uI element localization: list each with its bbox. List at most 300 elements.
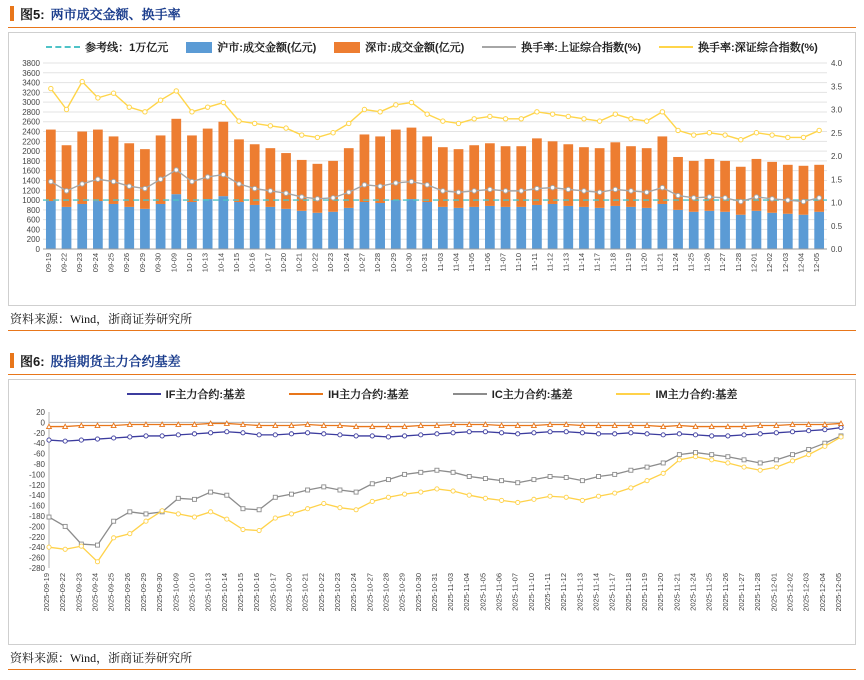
figure-5-title (0, 0, 864, 27)
line-marker (289, 492, 293, 496)
line-marker (418, 423, 423, 427)
line-marker (742, 433, 746, 437)
x-axis-tick-label: 2025-09-29 (138, 573, 148, 612)
bar-segment-sz (720, 161, 730, 212)
bar-segment-sz (705, 159, 715, 211)
x-axis-tick-label: 10-17 (263, 253, 273, 273)
line-marker (49, 86, 53, 90)
line-marker (257, 423, 262, 427)
figure-6-legend (9, 380, 855, 404)
line-marker (144, 519, 148, 523)
line-marker (535, 110, 539, 114)
x-axis-tick-label: 2025-12-03 (801, 573, 811, 612)
bar-segment-sh (265, 207, 275, 249)
line-marker (693, 424, 698, 428)
line-marker (64, 189, 68, 193)
x-axis-tick-label: 2025-09-23 (74, 573, 84, 612)
line-marker (370, 434, 374, 438)
bar-segment-sh (422, 202, 432, 249)
line-marker (435, 468, 439, 472)
line-marker (596, 432, 600, 436)
bar-segment-sz (328, 161, 338, 212)
line-marker (564, 476, 568, 480)
line-marker (660, 185, 664, 189)
line-marker (257, 508, 261, 512)
line-marker (535, 186, 539, 190)
line-marker (174, 89, 178, 93)
line-marker (354, 508, 358, 512)
x-axis-tick-label: 09-23 (75, 253, 85, 273)
x-axis-tick-label: 2025-10-10 (187, 573, 197, 612)
x-axis-tick-label: 09-30 (153, 253, 163, 273)
line-marker (677, 458, 681, 462)
line-marker (710, 453, 714, 457)
y-axis-tick-label: 1400 (22, 176, 40, 186)
line-marker (386, 435, 390, 439)
bar-segment-sh (218, 196, 228, 249)
x-axis-tick-label: 09-22 (59, 253, 69, 273)
line-marker (515, 423, 520, 427)
line-marker (347, 190, 351, 194)
line-marker (284, 126, 288, 130)
line-marker (629, 189, 633, 193)
line-marker (791, 453, 795, 457)
line-marker (208, 421, 213, 425)
bar-segment-sh (250, 205, 260, 249)
bar-segment-sz (124, 143, 134, 207)
line-marker (322, 485, 326, 489)
x-axis-tick-label: 2025-10-16 (252, 573, 262, 612)
line-marker (613, 491, 617, 495)
line-marker (96, 96, 100, 100)
line-marker (693, 433, 697, 437)
line-marker (419, 470, 423, 474)
x-axis-tick-label: 2025-11-20 (656, 573, 666, 611)
y2-axis-tick-label: 2.0 (831, 152, 843, 161)
x-axis-tick-label: 2025-11-07 (510, 573, 520, 611)
x-axis-tick-label: 11-06 (482, 253, 492, 272)
line-marker (770, 197, 774, 201)
y-axis-tick-label: 2600 (22, 117, 40, 127)
bar-segment-sz (783, 165, 793, 214)
line-marker (801, 135, 805, 139)
y-axis-tick-label: -200 (28, 522, 45, 532)
line-marker (95, 560, 99, 564)
bar-segment-sh (579, 207, 589, 249)
x-axis-tick-label: 11-26 (702, 253, 712, 272)
line-marker (774, 423, 779, 427)
line-marker (111, 91, 115, 95)
line-marker (817, 128, 821, 132)
line-marker (252, 121, 256, 125)
line-marker (306, 507, 310, 511)
x-axis-tick-label: 2025-11-17 (607, 573, 617, 611)
line-marker (451, 431, 455, 435)
bar-segment-sh (46, 201, 56, 249)
x-axis-tick-label: 2025-11-18 (623, 573, 633, 611)
line-marker (403, 472, 407, 476)
line-marker (645, 432, 649, 436)
bar-segment-sz (501, 146, 511, 207)
line-marker (726, 434, 730, 438)
bar-segment-sz (344, 148, 354, 208)
y-axis-tick-label: 1600 (22, 166, 40, 176)
x-axis-tick-label: 11-25 (686, 253, 696, 272)
line-marker (754, 195, 758, 199)
line-marker (409, 179, 413, 183)
line-marker (774, 465, 778, 469)
line-marker (709, 424, 714, 428)
figure-6-canvas (9, 404, 855, 644)
x-axis-tick-label: 2025-11-10 (526, 573, 536, 611)
line-marker (661, 461, 665, 465)
bar-segment-sh (548, 204, 558, 249)
line-marker (441, 119, 445, 123)
y-axis-tick-label: 200 (26, 235, 40, 245)
line-marker (774, 431, 778, 435)
x-axis-tick-label: 11-10 (514, 253, 524, 272)
line-marker (456, 190, 460, 194)
x-axis-tick-label: 2025-12-04 (817, 573, 827, 612)
y-axis-tick-label: 20 (36, 408, 45, 417)
line-marker (613, 432, 617, 436)
x-axis-tick-label: 12-02 (765, 253, 775, 273)
y-axis-tick-label: 600 (26, 215, 40, 225)
legend-label: IF主力合约:基差 (165, 389, 246, 401)
figure-6-title (0, 347, 864, 374)
y-axis-tick-label: -60 (33, 449, 45, 459)
bar-segment-sh (391, 200, 401, 249)
x-axis-tick-label: 2025-09-30 (155, 573, 165, 612)
line-marker (499, 431, 503, 435)
line-marker (661, 471, 665, 475)
line-marker (839, 426, 843, 430)
bar-segment-sz (454, 149, 464, 208)
line-marker (807, 447, 811, 451)
x-axis-tick-label: 2025-11-11 (543, 573, 553, 611)
line-marker (241, 527, 245, 531)
line-marker (725, 424, 730, 428)
x-axis-tick-label: 11-20 (639, 253, 649, 272)
line-marker (580, 431, 584, 435)
line-series-IF主力合约:基差 (49, 428, 841, 442)
x-axis-tick-label: 2025-10-22 (316, 573, 326, 612)
y-axis-tick-label: 3000 (22, 98, 40, 108)
x-axis-tick-label: 2025-11-25 (704, 573, 714, 611)
line-marker (338, 433, 342, 437)
bar-segment-sz (642, 148, 652, 208)
legend-label: IM主力合约:基差 (655, 389, 738, 401)
line-marker (467, 474, 471, 478)
y-axis-tick-label: 3200 (22, 88, 40, 98)
x-axis-tick-label: 10-31 (420, 253, 430, 273)
line-marker (370, 499, 374, 503)
line-marker (338, 423, 343, 427)
line-marker (612, 423, 617, 427)
line-marker (597, 190, 601, 194)
line-marker (402, 492, 406, 496)
bar-segment-sh (140, 209, 150, 249)
y-axis-tick-label: -160 (28, 501, 45, 511)
x-axis-tick-label: 11-03 (435, 253, 445, 272)
line-marker (63, 524, 67, 528)
line-marker (532, 497, 536, 501)
line-marker (79, 438, 83, 442)
line-marker (693, 455, 697, 459)
figure-6-bottom-rule (8, 669, 856, 670)
y-axis-tick-label: 2400 (22, 127, 40, 137)
y-axis-tick-label: -140 (28, 491, 45, 501)
bar-segment-sh (328, 212, 338, 249)
line-marker (660, 110, 664, 114)
x-axis-tick-label: 2025-11-28 (753, 573, 763, 611)
bar-segment-sz (516, 146, 526, 207)
bar-segment-sz (799, 166, 809, 215)
bar-segment-sz (736, 167, 746, 215)
bar-segment-sh (234, 202, 244, 249)
line-marker (629, 431, 633, 435)
bar-segment-sz (532, 138, 542, 205)
title-accent-bar (10, 6, 14, 21)
line-marker (370, 482, 374, 486)
line-marker (425, 183, 429, 187)
line-marker (47, 424, 52, 428)
figure-6-plot (8, 379, 856, 645)
legend-label: 换手率:深证综合指数(%) (698, 42, 818, 54)
x-axis-tick-label: 2025-10-29 (397, 573, 407, 612)
line-marker (503, 117, 507, 121)
line-marker (79, 423, 84, 427)
line-marker (224, 421, 229, 425)
line-marker (128, 532, 132, 536)
line-marker (273, 495, 277, 499)
line-marker (143, 186, 147, 190)
x-axis-tick-label: 10-15 (232, 253, 241, 273)
line-marker (629, 486, 633, 490)
x-axis-tick-label: 2025-11-24 (688, 573, 698, 611)
line-marker (402, 434, 406, 438)
legend-swatch-box (334, 42, 360, 53)
line-marker (786, 198, 790, 202)
line-marker (257, 433, 261, 437)
line-marker (331, 131, 335, 135)
x-axis-tick-label: 11-24 (671, 253, 681, 272)
x-axis-tick-label: 10-28 (373, 253, 383, 273)
line-marker (257, 528, 261, 532)
x-axis-tick-label: 10-13 (200, 253, 210, 273)
figure-5-number: 图5: (20, 7, 45, 22)
y-axis-tick-label: 1000 (22, 196, 40, 206)
x-axis-tick-label: 2025-09-19 (42, 573, 51, 612)
line-marker (128, 435, 132, 439)
x-axis-tick-label: 2025-11-19 (640, 573, 650, 611)
line-marker (435, 487, 439, 491)
legend-item-if-basis (127, 386, 245, 402)
line-marker (354, 424, 359, 428)
line-marker (564, 430, 568, 434)
bar-segment-sz (313, 164, 323, 213)
bar-segment-sh (281, 209, 291, 249)
bar-segment-sh (375, 203, 385, 249)
x-axis-tick-label: 12-01 (749, 253, 759, 273)
x-axis-tick-label: 2025-12-02 (785, 573, 795, 612)
figure-6 (0, 347, 864, 670)
figure-6-caption: 股指期货主力合约基差 (50, 354, 181, 369)
bar-segment-sh (799, 215, 809, 249)
x-axis-tick-label: 10-10 (184, 253, 194, 273)
bar-segment-sh (705, 211, 715, 249)
x-axis-tick-label: 11-21 (655, 253, 665, 272)
line-marker (754, 131, 758, 135)
legend-item-sse-turnover-rate (482, 39, 641, 55)
y2-axis-tick-label: 3.0 (831, 105, 843, 115)
line-marker (205, 175, 209, 179)
figure-5-legend (9, 33, 855, 57)
bar-segment-sz (548, 141, 558, 204)
y-axis-tick-label: -280 (28, 564, 45, 573)
x-axis-tick-label: 11-18 (608, 253, 618, 272)
line-series-szse-turnover (51, 82, 819, 140)
bar-segment-sz (234, 139, 244, 202)
line-marker (516, 481, 520, 485)
line-marker (519, 117, 523, 121)
bar-segment-sh (783, 214, 793, 249)
bar-segment-sz (673, 157, 683, 210)
x-axis-tick-label: 2025-11-12 (559, 573, 569, 611)
line-marker (370, 424, 375, 428)
line-marker (273, 516, 277, 520)
line-marker (321, 423, 326, 427)
legend-item-ic-basis (453, 386, 573, 402)
x-axis-tick-label: 2025-11-21 (672, 573, 682, 611)
line-marker (823, 428, 827, 432)
bar-segment-sz (156, 135, 166, 204)
figure-5-title-rule (8, 27, 856, 28)
x-axis-tick-label: 12-03 (780, 253, 790, 273)
bar-segment-sh (516, 207, 526, 249)
line-marker (582, 117, 586, 121)
line-marker (801, 199, 805, 203)
line-marker (111, 179, 115, 183)
x-axis-tick-label: 10-23 (326, 253, 336, 273)
bar-segment-sh (203, 199, 213, 249)
line-marker (80, 182, 84, 186)
legend-label: IC主力合约:基差 (491, 389, 573, 401)
x-axis-tick-label: 11-05 (467, 253, 477, 272)
line-marker (144, 434, 148, 438)
bar-segment-sh (626, 207, 636, 249)
bar-segment-sh (469, 207, 479, 249)
x-axis-tick-label: 12-05 (812, 253, 822, 273)
line-marker (192, 432, 196, 436)
legend-label: 沪市:成交金额(亿元) (217, 42, 317, 54)
figure-6-title-rule (8, 374, 856, 375)
line-marker (128, 510, 132, 514)
x-axis-tick-label: 10-09 (169, 253, 179, 273)
line-marker (564, 495, 568, 499)
line-marker (548, 430, 552, 434)
bar-segment-sz (407, 128, 417, 199)
line-marker (483, 496, 487, 500)
line-marker (386, 424, 391, 428)
line-marker (127, 184, 131, 188)
bar-segment-sz (485, 143, 495, 206)
bar-segment-sh (124, 207, 134, 249)
line-marker (190, 110, 194, 114)
y-axis-tick-label: -240 (28, 543, 45, 553)
line-marker (758, 432, 762, 436)
bar-segment-sh (297, 211, 307, 249)
bar-segment-sz (767, 162, 777, 213)
line-marker (338, 488, 342, 492)
line-marker (597, 119, 601, 123)
x-axis-tick-label: 10-29 (388, 253, 398, 273)
line-marker (739, 199, 743, 203)
x-axis-tick-label: 09-26 (122, 253, 132, 273)
bar-segment-sh (673, 210, 683, 249)
x-axis-tick-label: 2025-10-14 (219, 573, 229, 612)
line-marker (677, 453, 681, 457)
line-marker (723, 133, 727, 137)
line-marker (394, 103, 398, 107)
line-marker (63, 439, 67, 443)
bar-segment-sz (46, 130, 56, 201)
line-marker (237, 119, 241, 123)
y2-axis-tick-label: 3.5 (831, 82, 843, 92)
x-axis-tick-label: 2025-11-26 (720, 573, 730, 611)
x-axis-tick-label: 10-22 (310, 253, 320, 273)
line-marker (644, 119, 648, 123)
x-axis-tick-label: 2025-10-17 (268, 573, 278, 612)
legend-label: 换手率:上证综合指数(%) (521, 42, 642, 54)
y-axis-tick-label: 0 (35, 245, 40, 254)
x-axis-tick-label: 2025-11-13 (575, 573, 585, 611)
line-marker (49, 179, 53, 183)
legend-swatch-line (289, 393, 323, 395)
x-axis-tick-label: 09-19 (43, 253, 53, 273)
bar-segment-sz (563, 144, 573, 206)
bar-segment-sh (610, 206, 620, 249)
legend-swatch-line (127, 393, 161, 395)
title-accent-bar (10, 353, 14, 368)
line-marker (192, 515, 196, 519)
x-axis-tick-label: 2025-11-06 (494, 573, 504, 611)
x-axis-tick-label: 11-11 (529, 253, 539, 272)
x-axis-tick-label: 2025-10-15 (235, 573, 245, 612)
bar-segment-sh (344, 208, 354, 249)
line-marker (758, 461, 762, 465)
x-axis-tick-label: 09-24 (90, 253, 100, 273)
line-marker (315, 135, 319, 139)
line-marker (774, 458, 778, 462)
x-axis-tick-label: 2025-11-03 (446, 573, 456, 611)
line-marker (677, 432, 681, 436)
bar-segment-sz (218, 122, 228, 196)
line-marker (47, 515, 51, 519)
bar-segment-sz (814, 165, 824, 212)
line-marker (644, 190, 648, 194)
bar-segment-sz (579, 147, 589, 207)
line-marker (284, 191, 288, 195)
bar-segment-sh (62, 207, 72, 249)
line-marker (394, 181, 398, 185)
bar-segment-sh (485, 206, 495, 249)
bar-segment-sh (532, 205, 542, 249)
y-axis-tick-label: 2200 (22, 137, 40, 147)
bar-segment-sh (187, 202, 197, 249)
x-axis-tick-label: 2025-11-27 (737, 573, 747, 611)
line-marker (95, 423, 100, 427)
